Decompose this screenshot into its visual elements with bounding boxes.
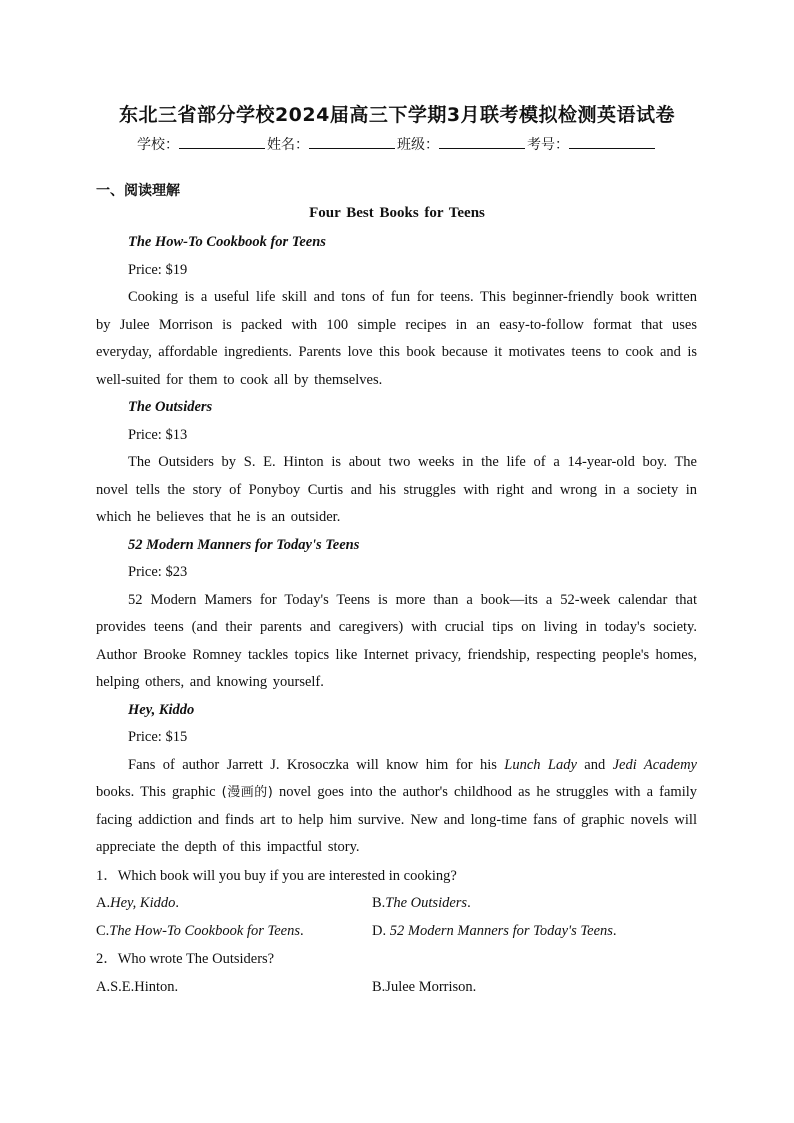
- option-row: [96, 890, 697, 918]
- book-title: 52 Modern Manners for Today's Teens: [128, 536, 360, 553]
- chinese-gloss: (漫画的): [221, 785, 273, 800]
- option-row: [96, 918, 697, 946]
- option-b[interactable]: B.Julee Morrison.: [372, 978, 477, 995]
- class-label: 班级：: [397, 137, 439, 153]
- question-stem: 2．Who wrote The Outsiders?: [96, 951, 275, 967]
- book-price: Price: $13: [128, 426, 188, 443]
- book-price: Price: $23: [128, 564, 188, 580]
- italic-title: Jedi Academy: [612, 756, 697, 773]
- option-b[interactable]: B.The Outsiders.: [372, 895, 471, 911]
- exam-title: 东北三省部分学校2024届高三下学期3月联考模拟检测英语试卷: [118, 104, 676, 126]
- book-title: Hey, Kiddo: [128, 701, 195, 718]
- option-row: [96, 974, 697, 1002]
- italic-title: Lunch Lady: [504, 756, 577, 773]
- option-c[interactable]: C.The How-To Cookbook for Teens.: [96, 922, 304, 939]
- student-info-line: [0, 134, 794, 154]
- exam-number-blank[interactable]: [569, 134, 655, 149]
- class-blank[interactable]: [439, 134, 525, 149]
- option-a[interactable]: A.S.E.Hinton.: [96, 978, 179, 995]
- exam-number-label: 考号：: [527, 137, 569, 153]
- school-blank[interactable]: [179, 134, 265, 149]
- book-description: The Outsiders by S. E. Hinton is about two weeks in the life of a 14-year-old boy. The novel tells the story of Ponyboy Curtis and his struggles with right and wrong in a society in which he believes that he is an outsider.: [96, 454, 697, 525]
- name-label: 姓名：: [267, 137, 309, 153]
- passage-title: Four Best Books for Teens: [309, 205, 485, 221]
- book-title: The Outsiders: [128, 399, 213, 415]
- option-a[interactable]: A.Hey, Kiddo.: [96, 895, 179, 911]
- book-price: Price: $19: [128, 261, 188, 278]
- book-description: 52 Modern Mamers for Today's Teens is more than a book—its a 52-week calendar that provides teens (and their parents and caregivers) with crucial tips on living in today's society. Author Brooke Romney tackles topics like Internet privacy, friendship, respecting people's homes, helping others, and knowing yourself.: [96, 591, 697, 690]
- book-title: The How-To Cookbook for Teens: [128, 234, 326, 250]
- book-description: Cooking is a useful life skill and tons of fun for teens. This beginner-friendly book written by Julee Morrison is packed with 100 simple recipes in an easy-to-follow format that uses everyday, affordable ingredients. Parents love this book because it motivates teens to cook and is well-suited for them to cook all by themselves.: [96, 289, 697, 388]
- section-heading: 一、阅读理解: [96, 183, 180, 199]
- book-description: Fans of author Jarrett J. Krosoczka will know him for his Lunch Lady and Jedi Academy books. This graphic (漫画的) novel goes into the author's childhood as he struggles with a family facing addiction and finds art to help him survive. New and long-time fans of graphic novels will appreciate the depth of this impactful story.: [96, 756, 697, 855]
- name-blank[interactable]: [309, 134, 395, 149]
- book-price: Price: $15: [128, 729, 188, 745]
- school-label: 学校：: [137, 137, 179, 153]
- question-stem: 1．Which book will you buy if you are interested in cooking?: [96, 867, 457, 884]
- passage-body: [96, 229, 697, 1001]
- option-d[interactable]: D. 52 Modern Manners for Today's Teens.: [372, 922, 617, 939]
